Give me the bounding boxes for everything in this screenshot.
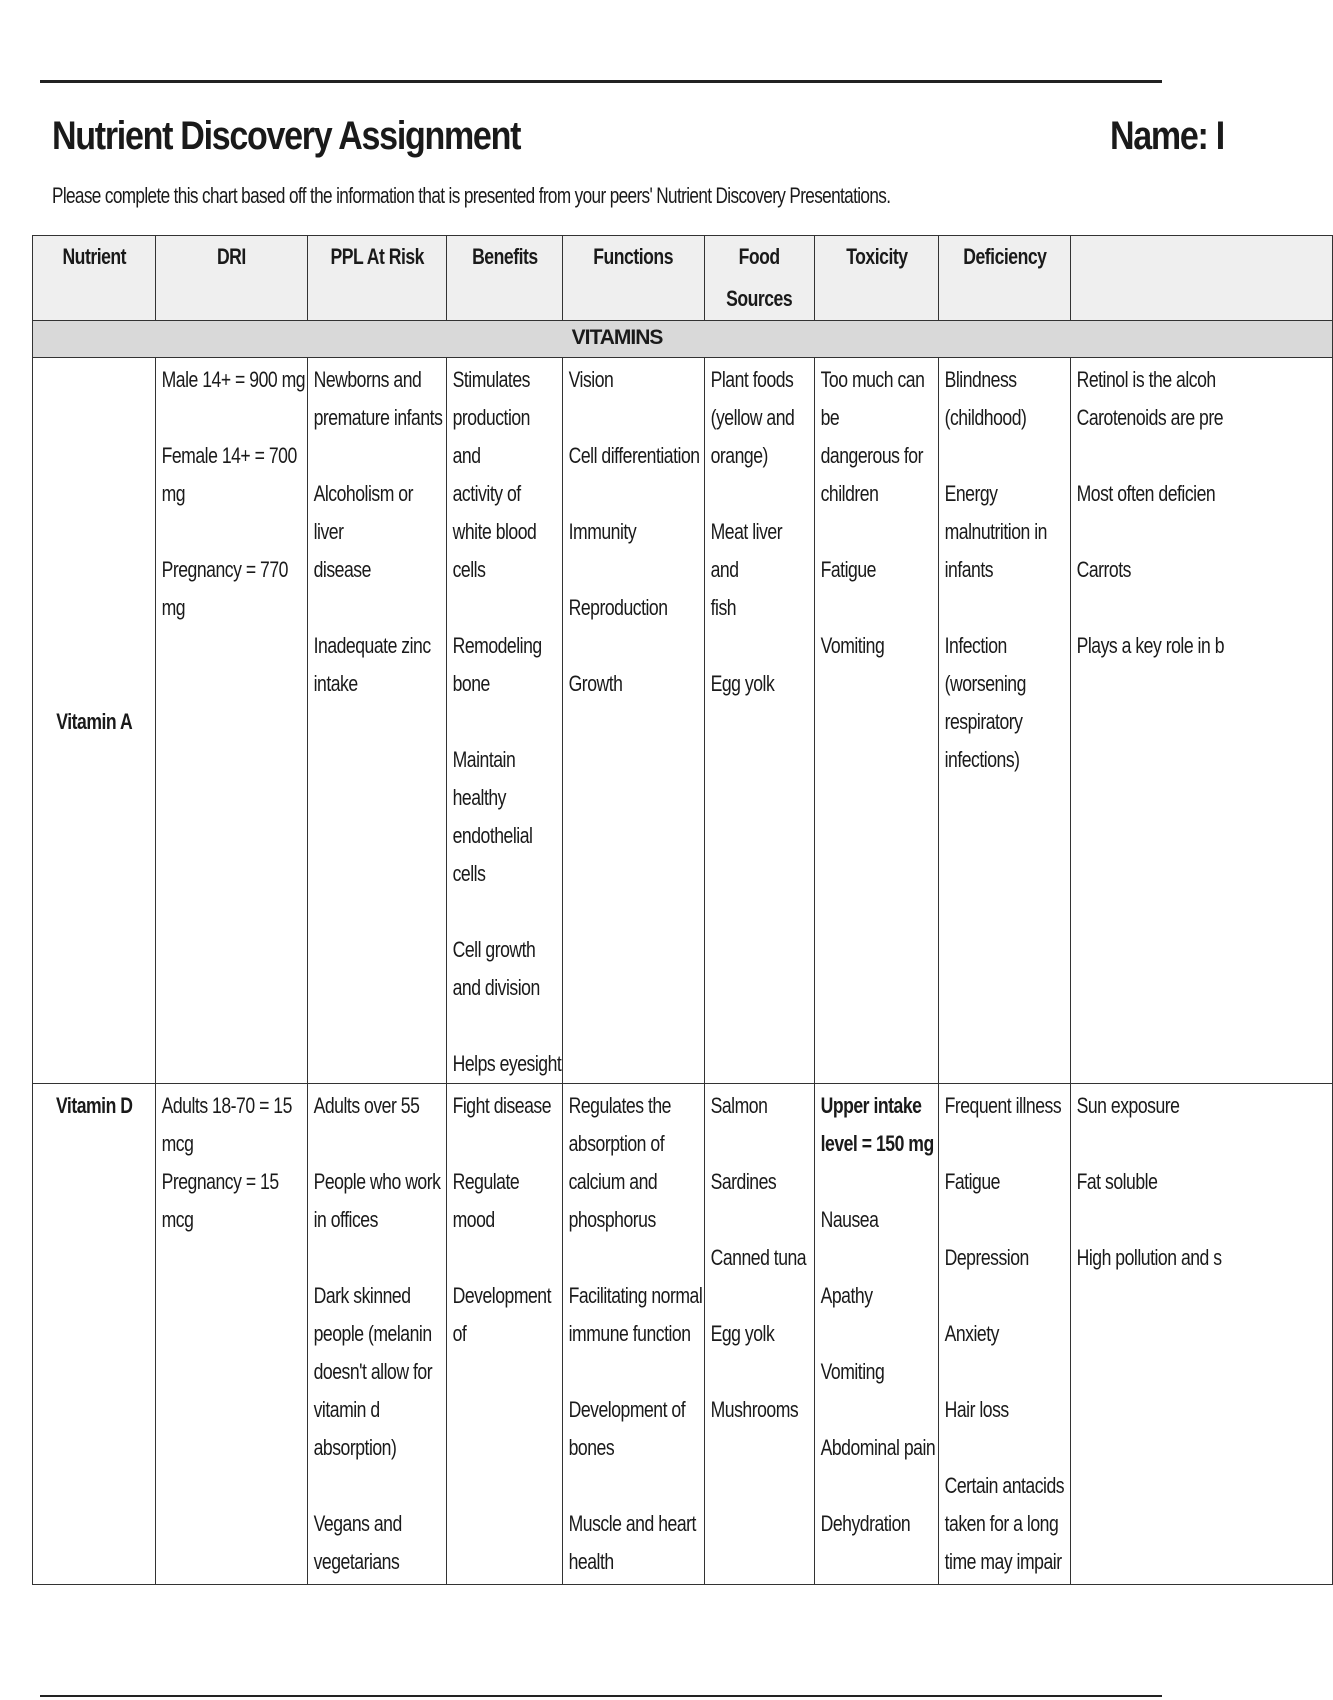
cell-nutrient: Vitamin A: [33, 358, 156, 1084]
name-label: Name: I: [1110, 114, 1224, 158]
column-header-deficiency: Deficiency: [939, 236, 1071, 321]
cell-dri: Adults 18-70 = 15 mcg Pregnancy = 15 mcg: [156, 1084, 308, 1585]
cell-ppl-at-risk: Adults over 55 People who work in offices Dark skinned people (melanin doesn't allow for vitamin d absorption) Vegans and vegetarians: [308, 1084, 447, 1585]
table-row: [33, 358, 1333, 1084]
nutrient-table-container: [32, 235, 1225, 1585]
cell-dri: Male 14+ = 900 mg Female 14+ = 700 mg Pregnancy = 770 mg: [156, 358, 308, 1084]
column-header-notes: [1071, 236, 1333, 321]
section-label: VITAMINS: [33, 321, 1333, 358]
nutrient-table: [32, 235, 1333, 1585]
column-header-benefits: Benefits: [447, 236, 563, 321]
table-row: [33, 1084, 1333, 1585]
cell-toxicity: [815, 1084, 939, 1585]
bottom-rule: [40, 1695, 1162, 1697]
cell-food-sources: Salmon Sardines Canned tuna Egg yolk Mushrooms: [705, 1084, 815, 1585]
top-rule: [40, 80, 1162, 83]
cell-functions: Vision Cell differentiation Immunity Reproduction Growth: [563, 358, 705, 1084]
cell-ppl-at-risk: Newborns and premature infants Alcoholism or liver disease Inadequate zinc intake: [308, 358, 447, 1084]
column-header-toxicity: Toxicity: [815, 236, 939, 321]
cell-notes: Retinol is the alcoh Carotenoids are pre Most often deficien Carrots Plays a key role in b: [1071, 358, 1333, 1084]
instructions: Please complete this chart based off the information that is presented from your peers' Nutrient Discovery Presentations.: [52, 183, 891, 208]
toxicity-list: Nausea Apathy Vomiting Abdominal pain Dehydration: [820, 1207, 936, 1536]
column-header-ppl-at-risk: PPL At Risk: [308, 236, 447, 321]
cell-deficiency: Blindness (childhood) Energy malnutrition in infants Infection (worsening respiratory infections): [939, 358, 1071, 1084]
column-header-food-sources: Food Sources: [705, 236, 815, 321]
section-row-vitamins: [33, 321, 1333, 358]
page-title: Nutrient Discovery Assignment: [52, 114, 521, 158]
cell-notes: Sun exposure Fat soluble High pollution and s: [1071, 1084, 1333, 1585]
column-header-dri: DRI: [156, 236, 308, 321]
cell-toxicity: Too much can be dangerous for children Fatigue Vomiting: [815, 358, 939, 1084]
cell-food-sources: Plant foods (yellow and orange) Meat liver and fish Egg yolk: [705, 358, 815, 1084]
cell-deficiency: Frequent illness Fatigue Depression Anxiety Hair loss Certain antacids taken for a long time may impair: [939, 1084, 1071, 1585]
table-header-row: [33, 236, 1333, 321]
column-header-nutrient: Nutrient: [33, 236, 156, 321]
cell-benefits: Stimulates production and activity of white blood cells Remodeling bone Maintain healthy endothelial cells Cell growth and division Helps eyesight: [447, 358, 563, 1084]
cell-benefits: Fight disease Regulate mood Development of: [447, 1084, 563, 1585]
cell-nutrient: Vitamin D: [33, 1084, 156, 1585]
cell-functions: Regulates the absorption of calcium and phosphorus Facilitating normal immune function Development of bones Muscle and heart health: [563, 1084, 705, 1585]
column-header-functions: Functions: [563, 236, 705, 321]
toxicity-upper-intake: Upper intake level = 150 mg: [820, 1093, 934, 1156]
